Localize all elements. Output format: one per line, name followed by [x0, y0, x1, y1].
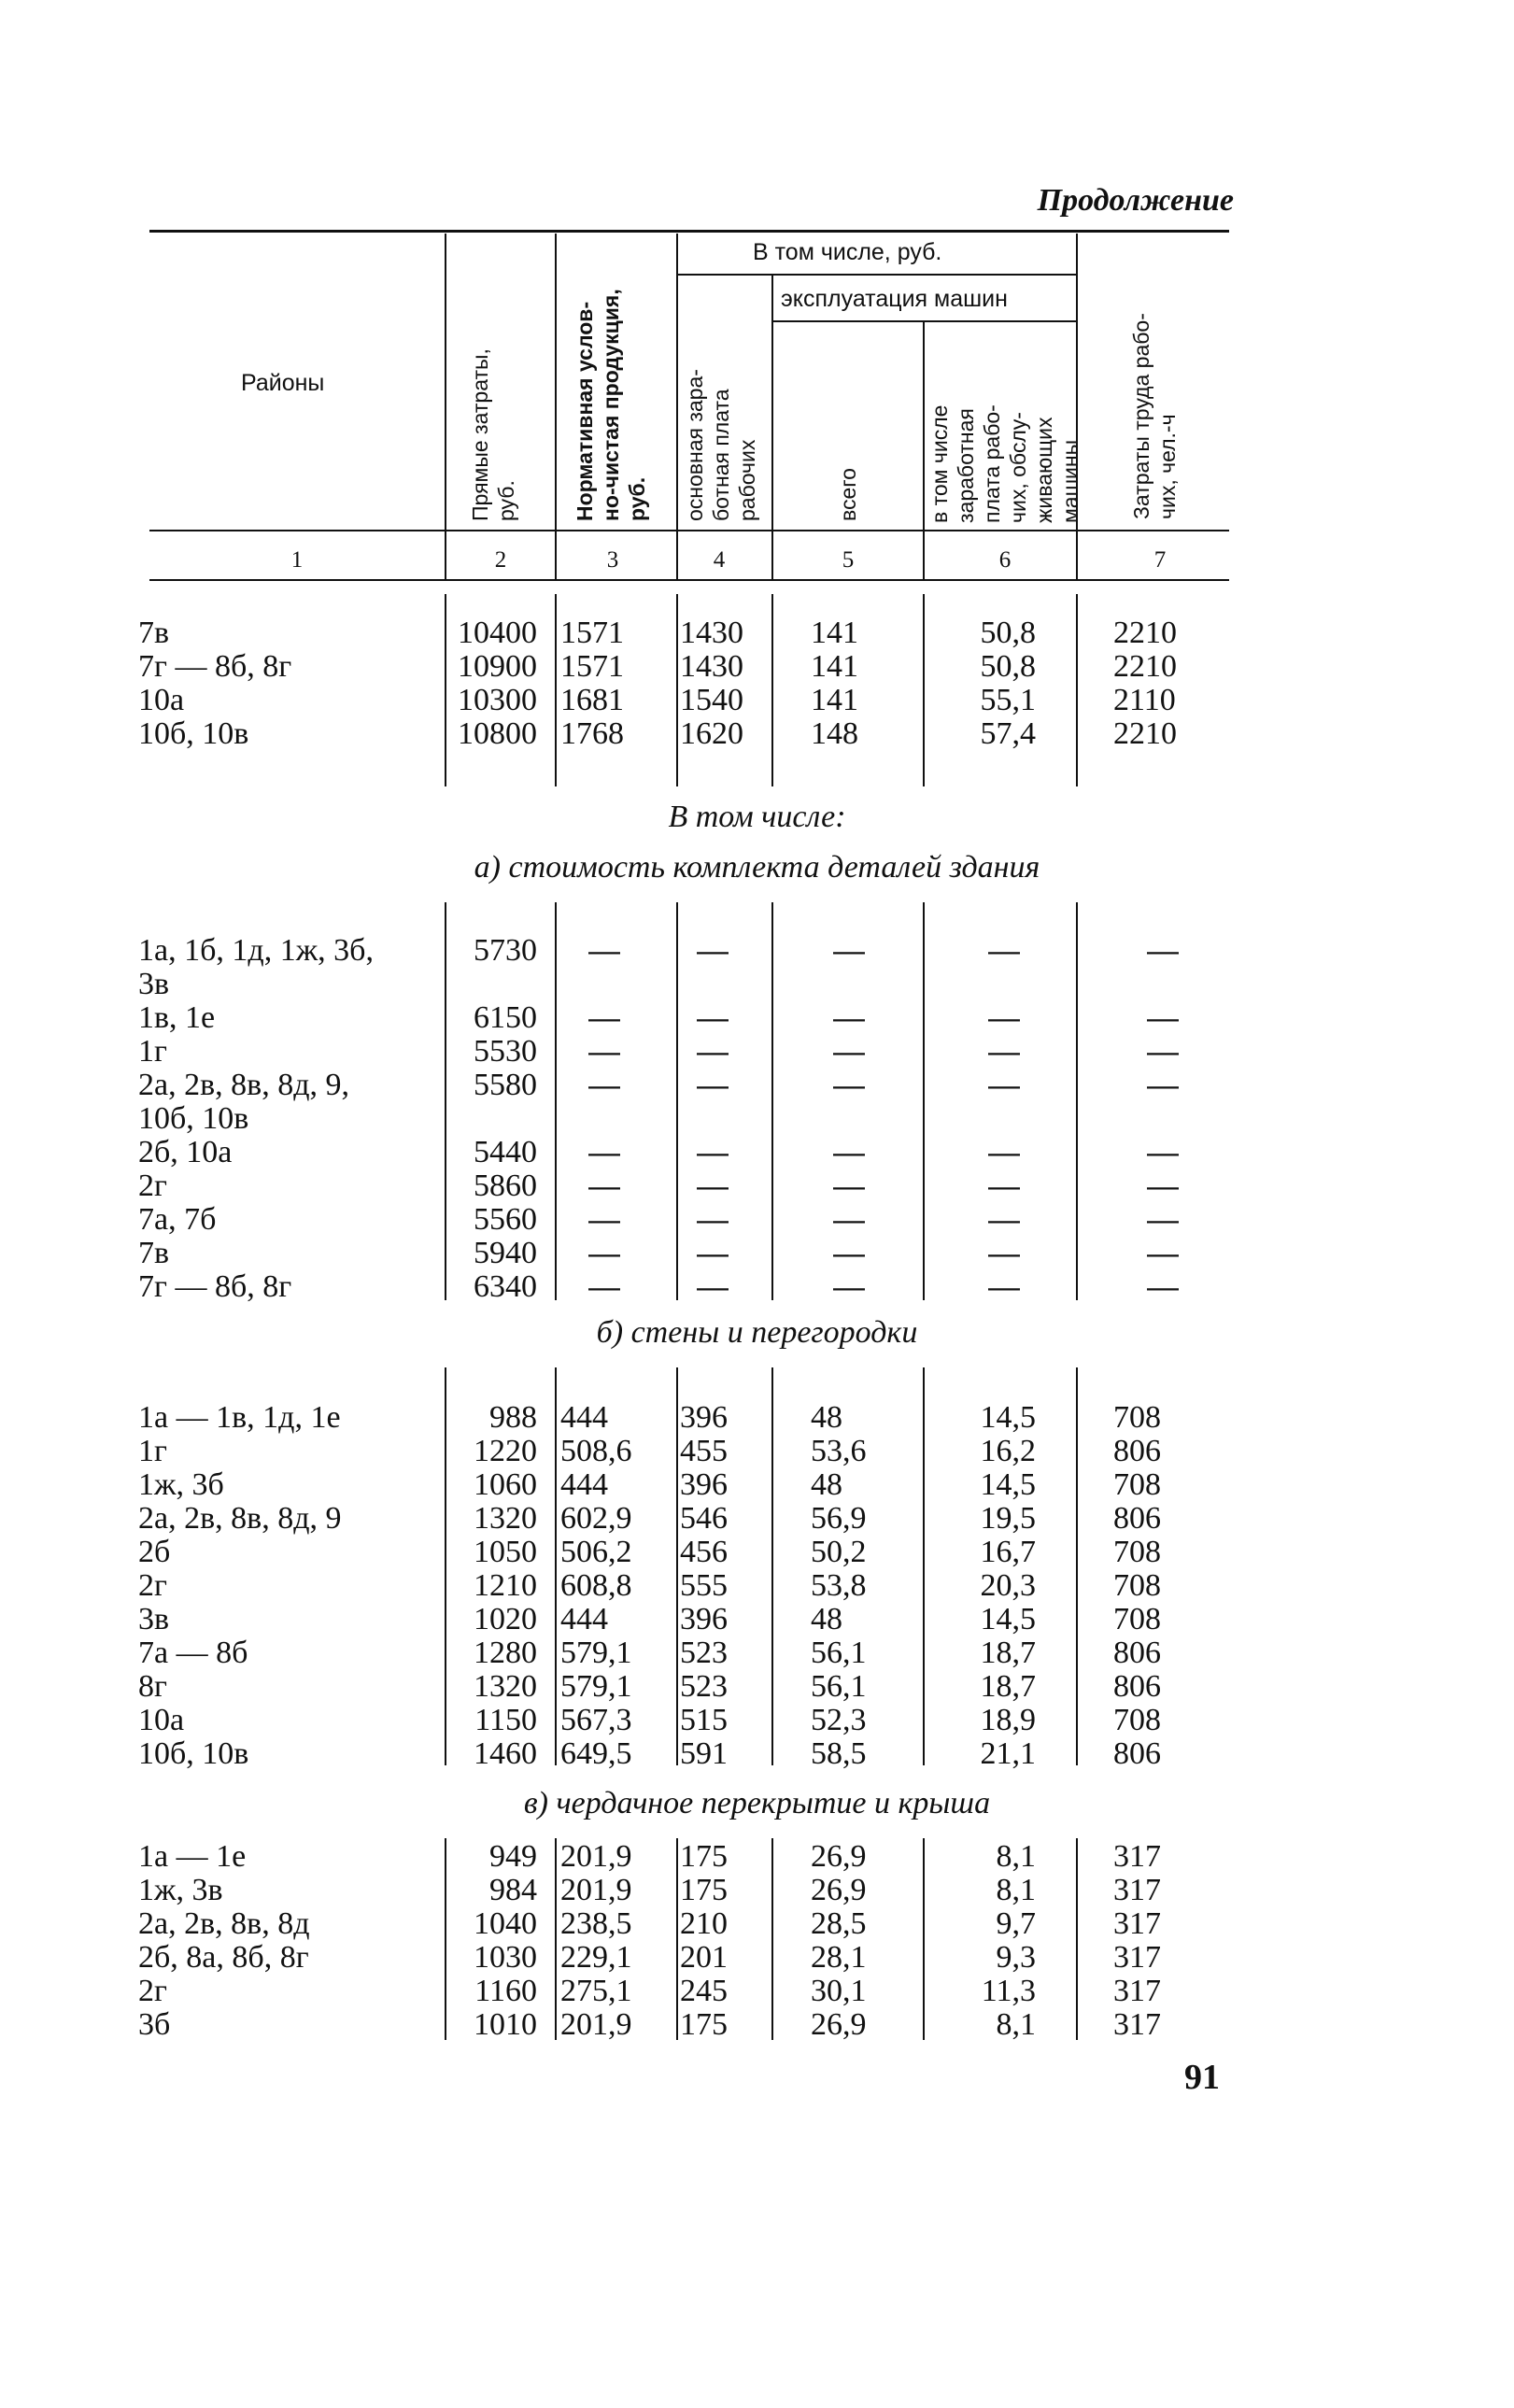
region-cell: 1ж, 3б — [138, 1467, 224, 1502]
value-cell: 57,4 — [980, 716, 1036, 751]
value-cell: 58,5 — [811, 1736, 867, 1771]
header-col1-label: Районы — [241, 370, 325, 396]
value-cell: 396 — [680, 1400, 728, 1435]
header-col-divider — [771, 276, 773, 579]
value-cell: — — [697, 1135, 729, 1170]
table-row — [0, 1468, 1514, 1502]
region-cell: 7в — [138, 616, 170, 650]
value-cell: — — [588, 1135, 620, 1170]
value-cell: 56,9 — [811, 1501, 867, 1536]
section-title: а) стоимость комплекта деталей здания — [474, 850, 1040, 885]
value-cell: 1010 — [474, 2007, 537, 2042]
table-row — [0, 684, 1514, 717]
value-cell: 8,1 — [996, 1873, 1036, 1907]
value-cell: 2210 — [1113, 716, 1177, 751]
value-cell: — — [988, 1202, 1020, 1238]
value-cell: 1430 — [680, 616, 743, 650]
region-cell: 2г — [138, 1568, 167, 1603]
value-cell: 229,1 — [560, 1940, 632, 1975]
region-cell: 7а, 7б — [138, 1202, 217, 1237]
value-cell: — — [697, 1068, 729, 1103]
value-cell: 19,5 — [980, 1501, 1036, 1536]
value-cell: 555 — [680, 1568, 728, 1603]
value-cell: 53,8 — [811, 1568, 867, 1603]
value-cell: 317 — [1113, 1940, 1161, 1975]
section-title: в) чердачное перекрытие и крыша — [523, 1786, 991, 1820]
value-cell: 50,2 — [811, 1535, 867, 1569]
value-cell: 9,7 — [996, 1906, 1036, 1941]
region-cell: 8г — [138, 1669, 167, 1704]
value-cell: — — [697, 1000, 729, 1036]
region-cell: 7а — 8б — [138, 1636, 248, 1670]
value-cell: 48 — [811, 1400, 842, 1435]
region-cell: 2б, 10а — [138, 1135, 233, 1169]
value-cell: 48 — [811, 1602, 842, 1636]
value-cell: 984 — [489, 1873, 537, 1907]
value-cell: — — [588, 1202, 620, 1238]
value-cell: — — [988, 1068, 1020, 1103]
region-cell: 1ж, 3в — [138, 1873, 223, 1907]
value-cell: 396 — [680, 1602, 728, 1636]
value-cell: — — [697, 933, 729, 969]
value-cell: 444 — [560, 1400, 608, 1435]
value-cell: 30,1 — [811, 1974, 867, 2008]
value-cell: 317 — [1113, 2007, 1161, 2042]
region-cell: 7г — 8б, 8г — [138, 649, 292, 684]
table-row — [0, 616, 1514, 650]
col-number: 7 — [1153, 547, 1167, 573]
table-row — [0, 1603, 1514, 1636]
header-col-divider — [445, 234, 446, 579]
value-cell: 275,1 — [560, 1974, 632, 2008]
table-row — [0, 1536, 1514, 1569]
value-cell: — — [988, 933, 1020, 969]
value-cell: 175 — [680, 2007, 728, 2042]
value-cell: 1050 — [474, 1535, 537, 1569]
value-cell: — — [588, 1236, 620, 1271]
value-cell: — — [1147, 1236, 1179, 1271]
value-cell: — — [697, 1034, 729, 1069]
page-number: 91 — [1184, 2058, 1220, 2097]
value-cell: 649,5 — [560, 1736, 632, 1771]
table-row — [0, 2008, 1514, 2042]
region-cell: 10а — [138, 683, 185, 717]
value-cell: 2110 — [1113, 683, 1176, 717]
value-cell: 28,5 — [811, 1906, 867, 1941]
value-cell: 16,7 — [980, 1535, 1036, 1569]
header-bottom-rule — [149, 530, 1229, 531]
region-cell: 2а, 2в, 8в, 8д, 9 — [138, 1501, 342, 1536]
value-cell: — — [833, 1135, 865, 1170]
value-cell: — — [833, 1236, 865, 1271]
header-subgroup-label: эксплуатация машин — [781, 286, 1008, 312]
value-cell: 21,1 — [980, 1736, 1036, 1771]
value-cell: — — [588, 1034, 620, 1069]
region-cell: 2а, 2в, 8в, 8д — [138, 1906, 310, 1941]
value-cell: 1320 — [474, 1669, 537, 1704]
value-cell: 506,2 — [560, 1535, 632, 1569]
value-cell: 1430 — [680, 649, 743, 684]
value-cell: — — [588, 1269, 620, 1305]
value-cell: 14,5 — [980, 1467, 1036, 1502]
value-cell: 28,1 — [811, 1940, 867, 1975]
value-cell: 5560 — [474, 1202, 537, 1237]
region-cell: 7в — [138, 1236, 170, 1270]
value-cell: 201 — [680, 1940, 728, 1975]
table-row — [0, 1907, 1514, 1941]
header-col2-label: Прямые затраты, руб. — [468, 348, 518, 521]
value-cell: 14,5 — [980, 1602, 1036, 1636]
value-cell: 567,3 — [560, 1703, 632, 1737]
value-cell: — — [988, 1135, 1020, 1170]
table-row — [0, 1502, 1514, 1536]
value-cell: — — [1147, 1135, 1179, 1170]
value-cell: 1040 — [474, 1906, 537, 1941]
table-row — [0, 1670, 1514, 1704]
value-cell: 48 — [811, 1467, 842, 1502]
value-cell: 10900 — [458, 649, 537, 684]
value-cell: 546 — [680, 1501, 728, 1536]
region-cell: 10б, 10в — [138, 1101, 249, 1136]
table-row — [0, 1975, 1514, 2008]
value-cell: 1620 — [680, 716, 743, 751]
value-cell: 1220 — [474, 1434, 537, 1468]
table-row — [0, 1636, 1514, 1670]
value-cell: — — [1147, 1000, 1179, 1036]
value-cell: 708 — [1113, 1602, 1161, 1636]
table-row — [0, 1840, 1514, 1874]
value-cell: 806 — [1113, 1434, 1161, 1468]
value-cell: — — [833, 1202, 865, 1238]
value-cell: — — [1147, 1269, 1179, 1305]
table-row — [0, 1737, 1514, 1771]
value-cell: 5860 — [474, 1169, 537, 1203]
value-cell: 210 — [680, 1906, 728, 1941]
value-cell: 806 — [1113, 1501, 1161, 1536]
value-cell: 444 — [560, 1467, 608, 1502]
header-col-divider — [676, 234, 678, 579]
region-cell: 1а — 1в, 1д, 1е — [138, 1400, 341, 1435]
value-cell: 1060 — [474, 1467, 537, 1502]
region-cell: 10а — [138, 1703, 185, 1737]
value-cell: 1160 — [474, 1974, 537, 2008]
region-cell: 2б, 8а, 8б, 8г — [138, 1940, 309, 1975]
value-cell: — — [833, 1169, 865, 1204]
value-cell: — — [1147, 1169, 1179, 1204]
value-cell: 148 — [811, 716, 858, 751]
header-col-divider — [923, 322, 925, 579]
value-cell: 317 — [1113, 1873, 1161, 1907]
col-number: 5 — [842, 547, 855, 573]
value-cell: 238,5 — [560, 1906, 632, 1941]
region-cell: 3в — [138, 967, 170, 1001]
table-row — [0, 1704, 1514, 1737]
region-cell: 2а, 2в, 8в, 8д, 9, — [138, 1068, 349, 1102]
value-cell: 508,6 — [560, 1434, 632, 1468]
col-number: 6 — [998, 547, 1012, 573]
including-title: В том числе: — [668, 800, 846, 834]
table-row — [0, 1035, 1514, 1069]
value-cell: — — [697, 1236, 729, 1271]
region-cell: 7г — 8б, 8г — [138, 1269, 292, 1304]
value-cell: 10400 — [458, 616, 537, 650]
value-cell: — — [833, 1269, 865, 1305]
value-cell: — — [697, 1269, 729, 1305]
value-cell: — — [1147, 1202, 1179, 1238]
value-cell: 1571 — [560, 616, 624, 650]
value-cell: 988 — [489, 1400, 537, 1435]
value-cell: 245 — [680, 1974, 728, 2008]
value-cell: — — [833, 1068, 865, 1103]
value-cell: — — [588, 1000, 620, 1036]
value-cell: 8,1 — [996, 2007, 1036, 2042]
value-cell: 20,3 — [980, 1568, 1036, 1603]
value-cell: 444 — [560, 1602, 608, 1636]
value-cell: — — [588, 1169, 620, 1204]
value-cell: 1460 — [474, 1736, 537, 1771]
table-row — [0, 1169, 1514, 1203]
value-cell: 1681 — [560, 683, 624, 717]
value-cell: 201,9 — [560, 2007, 632, 2042]
value-cell: 1768 — [560, 716, 624, 751]
table-row — [0, 968, 1514, 1001]
value-cell: 18,9 — [980, 1703, 1036, 1737]
value-cell: 201,9 — [560, 1839, 632, 1874]
region-cell: 2б — [138, 1535, 171, 1569]
value-cell: 6340 — [474, 1269, 537, 1304]
col-number: 3 — [606, 547, 619, 573]
value-cell: 1150 — [474, 1703, 537, 1737]
value-cell: — — [833, 933, 865, 969]
table-row — [0, 1435, 1514, 1468]
value-cell: 523 — [680, 1669, 728, 1704]
value-cell: 141 — [811, 649, 858, 684]
region-cell: 3б — [138, 2007, 171, 2042]
numbers-bottom-rule — [149, 579, 1229, 581]
value-cell: 591 — [680, 1736, 728, 1771]
value-cell: 515 — [680, 1703, 728, 1737]
value-cell: 26,9 — [811, 2007, 867, 2042]
value-cell: — — [588, 933, 620, 969]
value-cell: 141 — [811, 683, 858, 717]
value-cell: 5940 — [474, 1236, 537, 1270]
table-row — [0, 1401, 1514, 1435]
col-number: 2 — [494, 547, 507, 573]
region-cell: 1в, 1е — [138, 1000, 216, 1035]
region-cell: 2г — [138, 1169, 167, 1203]
region-cell: 2г — [138, 1974, 167, 2008]
value-cell: 50,8 — [980, 616, 1036, 650]
value-cell: — — [697, 1169, 729, 1204]
value-cell: 14,5 — [980, 1400, 1036, 1435]
table-row — [0, 650, 1514, 684]
value-cell: — — [588, 1068, 620, 1103]
header-group-label: В том числе, руб. — [753, 239, 942, 265]
value-cell: 5580 — [474, 1068, 537, 1102]
value-cell: 608,8 — [560, 1568, 632, 1603]
table-row — [0, 717, 1514, 751]
value-cell: 1020 — [474, 1602, 537, 1636]
value-cell: 50,8 — [980, 649, 1036, 684]
value-cell: 806 — [1113, 1636, 1161, 1670]
col-number: 1 — [290, 547, 304, 573]
value-cell: 396 — [680, 1467, 728, 1502]
value-cell: — — [988, 1169, 1020, 1204]
value-cell: 52,3 — [811, 1703, 867, 1737]
table-row — [0, 1203, 1514, 1237]
value-cell: — — [988, 1000, 1020, 1036]
table-row — [0, 1569, 1514, 1603]
value-cell: 708 — [1113, 1535, 1161, 1569]
header-top-rule — [149, 230, 1229, 233]
value-cell: 1571 — [560, 649, 624, 684]
value-cell: 708 — [1113, 1703, 1161, 1737]
header-col6-label: в том числе заработная плата рабо- чих, обслу- живающих машины — [927, 404, 1082, 523]
value-cell: — — [988, 1269, 1020, 1305]
value-cell: 806 — [1113, 1669, 1161, 1704]
value-cell: 949 — [489, 1839, 537, 1874]
value-cell: — — [988, 1236, 1020, 1271]
value-cell: 5440 — [474, 1135, 537, 1169]
value-cell: 5730 — [474, 933, 537, 968]
value-cell: 708 — [1113, 1467, 1161, 1502]
value-cell: — — [1147, 1068, 1179, 1103]
value-cell: 56,1 — [811, 1636, 867, 1670]
value-cell: 2210 — [1113, 616, 1177, 650]
region-cell: 1г — [138, 1034, 167, 1069]
value-cell: 602,9 — [560, 1501, 632, 1536]
section-title: б) стены и перегородки — [596, 1315, 918, 1350]
value-cell: 317 — [1113, 1839, 1161, 1874]
region-cell: 10б, 10в — [138, 716, 249, 751]
value-cell: 6150 — [474, 1000, 537, 1035]
value-cell: 26,9 — [811, 1839, 867, 1874]
header-col4-label: основная зара- ботная плата рабочих — [683, 369, 759, 521]
value-cell: 708 — [1113, 1568, 1161, 1603]
region-cell: 3в — [138, 1602, 170, 1636]
value-cell: 317 — [1113, 1906, 1161, 1941]
header-col3-label: Нормативная услов- но-чистая продукция, руб. — [573, 289, 649, 521]
value-cell: — — [833, 1000, 865, 1036]
value-cell: — — [833, 1034, 865, 1069]
value-cell: 806 — [1113, 1736, 1161, 1771]
value-cell: 175 — [680, 1873, 728, 1907]
value-cell: — — [988, 1034, 1020, 1069]
value-cell: 56,1 — [811, 1669, 867, 1704]
table-row — [0, 1941, 1514, 1975]
table-row — [0, 1001, 1514, 1035]
region-cell: 1а, 1б, 1д, 1ж, 3б, — [138, 933, 374, 968]
value-cell: 579,1 — [560, 1636, 632, 1670]
value-cell: 9,3 — [996, 1940, 1036, 1975]
value-cell: 1210 — [474, 1568, 537, 1603]
header-col7-label: Затраты труда рабо- чих, чел.-ч — [1129, 313, 1180, 519]
value-cell: 18,7 — [980, 1636, 1036, 1670]
table-row — [0, 1069, 1514, 1102]
value-cell: 16,2 — [980, 1434, 1036, 1468]
value-cell: 10300 — [458, 683, 537, 717]
value-cell: 455 — [680, 1434, 728, 1468]
table-row — [0, 1136, 1514, 1169]
value-cell: 18,7 — [980, 1669, 1036, 1704]
table-row — [0, 1874, 1514, 1907]
value-cell: — — [1147, 1034, 1179, 1069]
value-cell: 175 — [680, 1839, 728, 1874]
header-col-divider — [555, 234, 557, 579]
region-cell: 10б, 10в — [138, 1736, 249, 1771]
value-cell: 201,9 — [560, 1873, 632, 1907]
value-cell: 1320 — [474, 1501, 537, 1536]
value-cell: 5530 — [474, 1034, 537, 1069]
value-cell: 579,1 — [560, 1669, 632, 1704]
value-cell: 55,1 — [980, 683, 1036, 717]
header-group-rule — [676, 274, 1076, 276]
header-col5-label: всего — [836, 468, 860, 521]
table-row — [0, 1237, 1514, 1270]
value-cell: 708 — [1113, 1400, 1161, 1435]
value-cell: 317 — [1113, 1974, 1161, 2008]
value-cell: 523 — [680, 1636, 728, 1670]
value-cell: 11,3 — [981, 1974, 1036, 2008]
value-cell: 1280 — [474, 1636, 537, 1670]
value-cell: 1030 — [474, 1940, 537, 1975]
value-cell: — — [1147, 933, 1179, 969]
table-row — [0, 1102, 1514, 1136]
region-cell: 1а — 1е — [138, 1839, 247, 1874]
col-number: 4 — [713, 547, 726, 573]
value-cell: 8,1 — [996, 1839, 1036, 1874]
value-cell: 26,9 — [811, 1873, 867, 1907]
value-cell: 10800 — [458, 716, 537, 751]
continuation-label: Продолжение — [1037, 183, 1234, 218]
region-cell: 1г — [138, 1434, 167, 1468]
table-row — [0, 934, 1514, 968]
value-cell: 2210 — [1113, 649, 1177, 684]
value-cell: — — [697, 1202, 729, 1238]
value-cell: 456 — [680, 1535, 728, 1569]
table-row — [0, 1270, 1514, 1304]
value-cell: 141 — [811, 616, 858, 650]
value-cell: 1540 — [680, 683, 743, 717]
value-cell: 53,6 — [811, 1434, 867, 1468]
